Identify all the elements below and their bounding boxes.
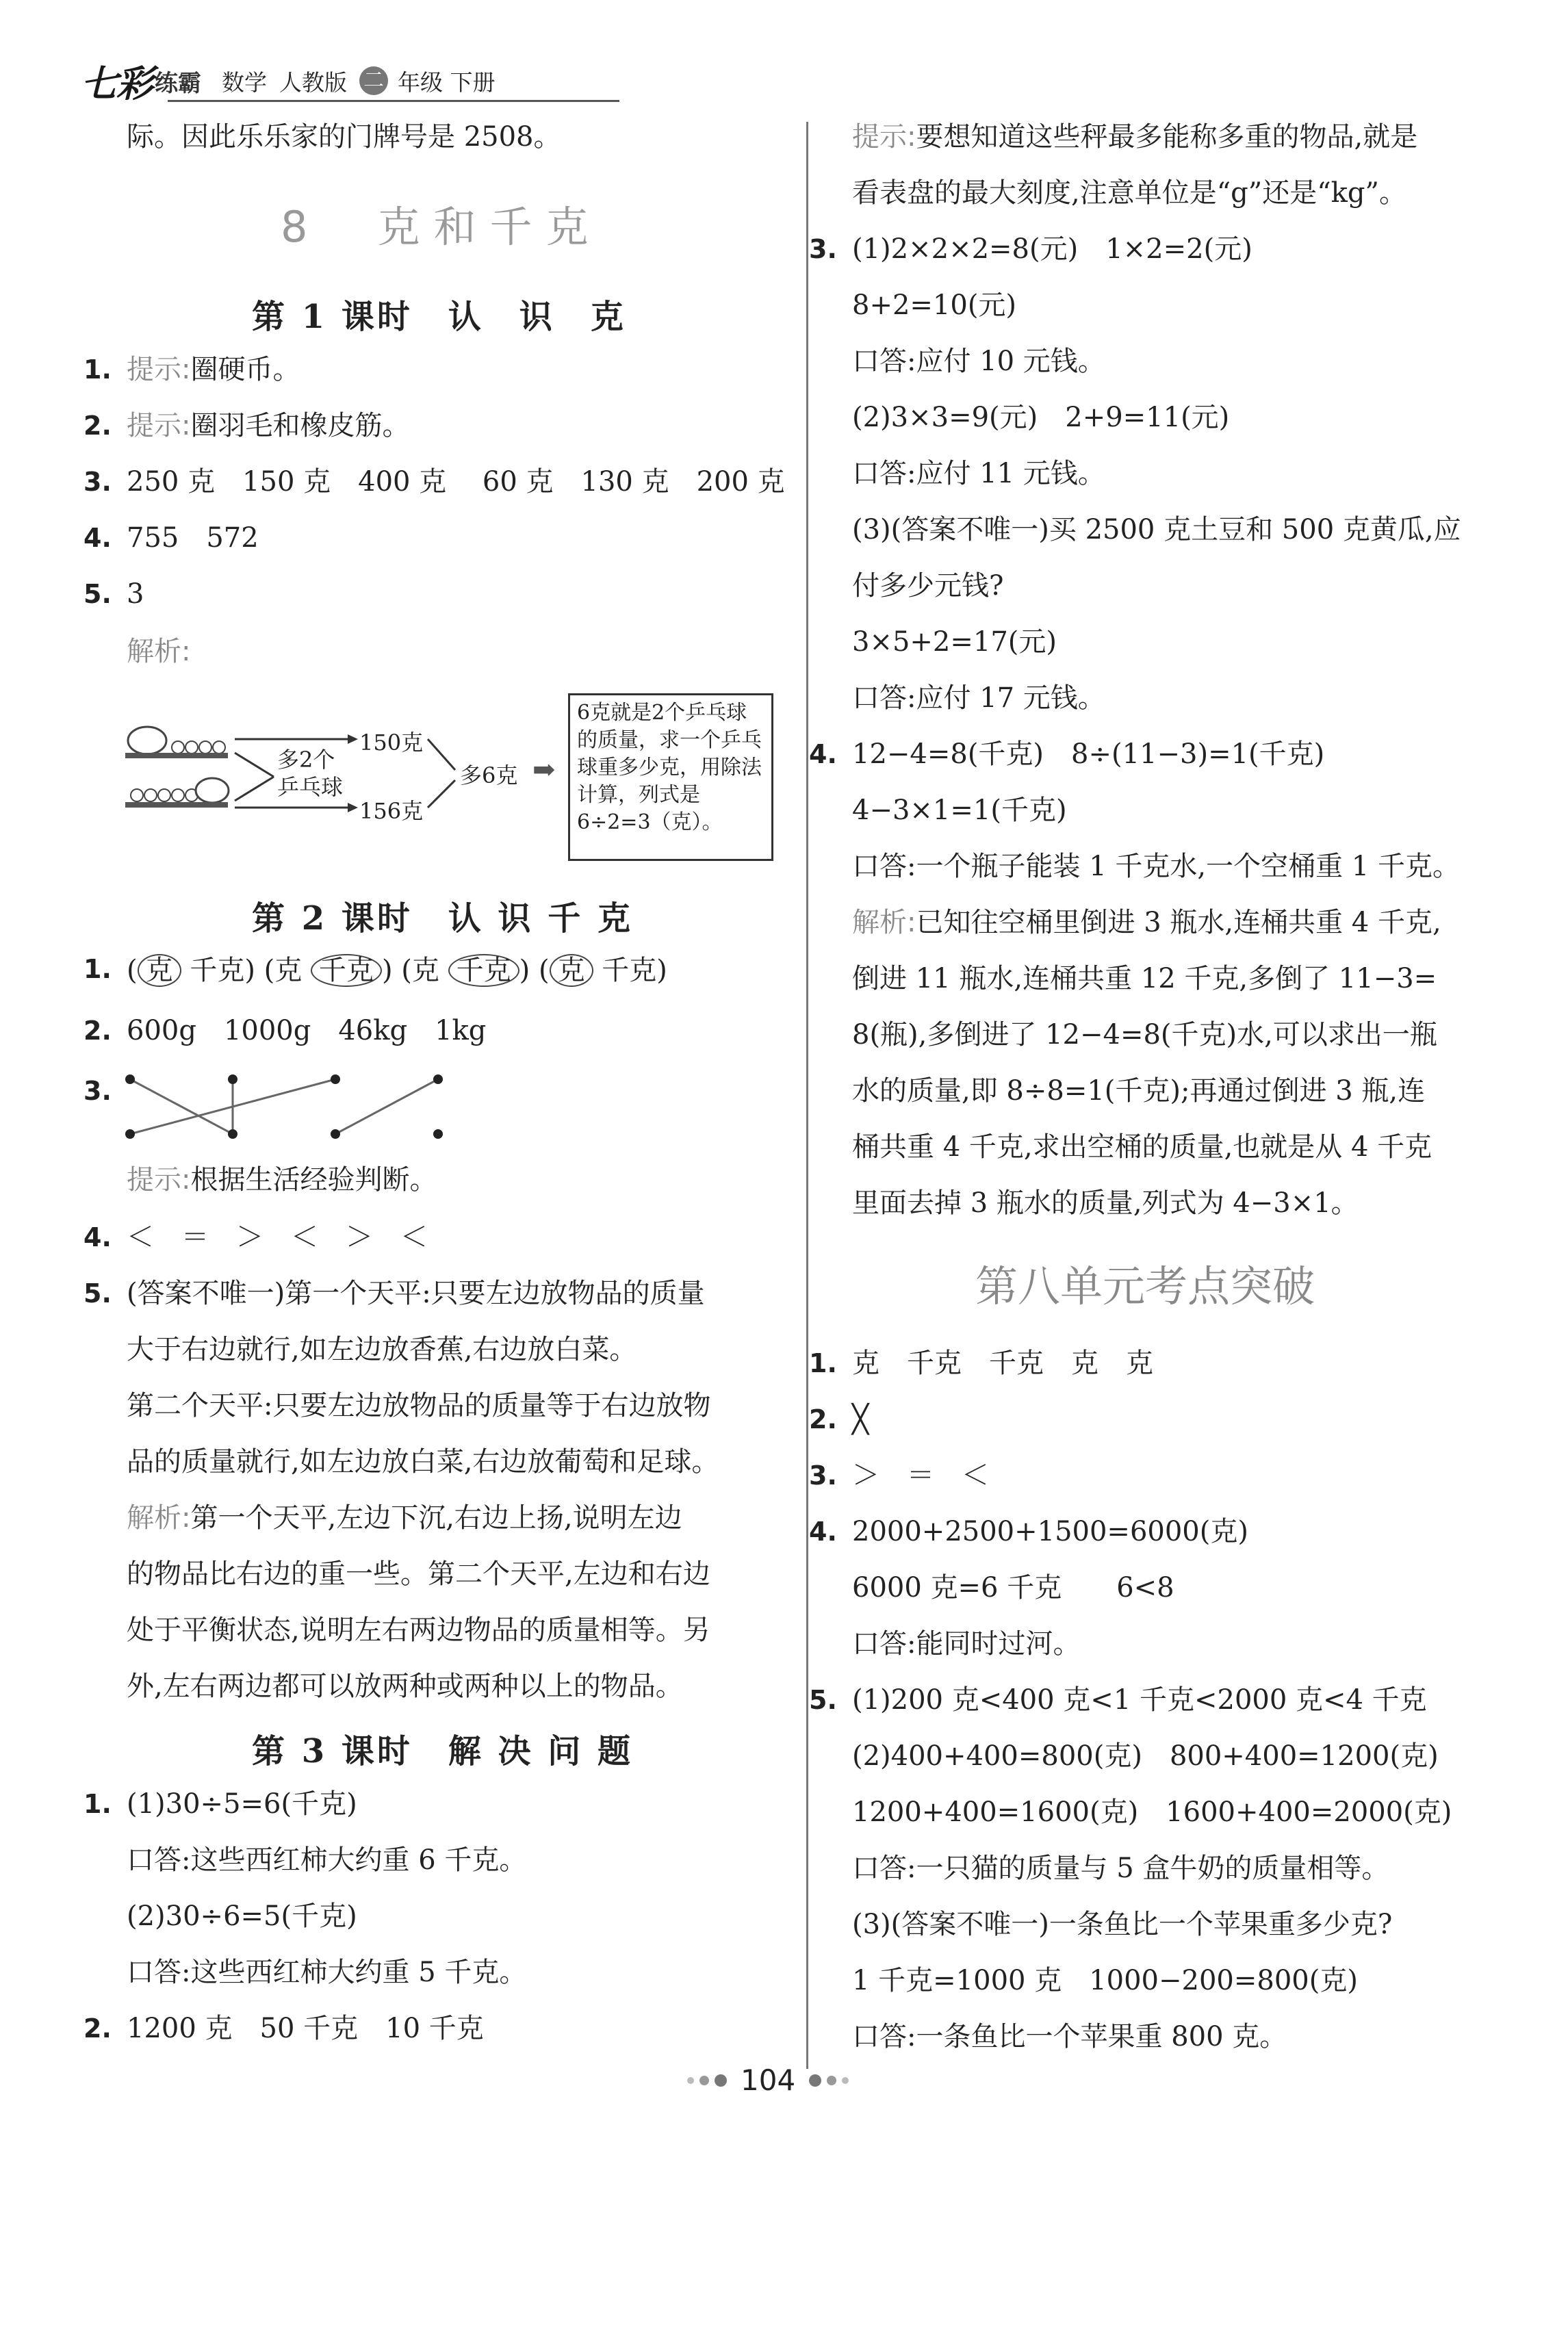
q-number: 2. xyxy=(83,1016,112,1046)
answer-text: (1)2×2×2=8(元) 1×2=2(元) xyxy=(852,233,1252,265)
answer-text: (1)200 克<400 克<1 千克<2000 克<4 千克 xyxy=(852,1684,1427,1716)
q-number: 5. xyxy=(83,1278,112,1309)
analysis-text: 里面去掉 3 瓶水的质量,列式为 4−3×1。 xyxy=(852,1187,1359,1219)
edition: 人教版 xyxy=(279,68,347,96)
page-footer xyxy=(684,2063,851,2097)
answer-text: 口答:应付 17 元钱。 xyxy=(852,682,1105,714)
dot-icon xyxy=(842,2077,849,2084)
answer-text: 755 572 xyxy=(127,522,259,554)
q-number: 1. xyxy=(83,954,112,984)
hint-label: 提示: xyxy=(127,1164,191,1196)
analysis-text: 已知往空桶里倒进 3 瓶水,连桶共重 4 千克, xyxy=(916,907,1441,938)
q-number: 3. xyxy=(83,467,112,497)
answer-text: 口答:一个瓶子能装 1 千克水,一个空桶重 1 千克。 xyxy=(852,851,1460,882)
answer-text: 圈硬币。 xyxy=(190,354,300,385)
answer-text: 1 千克=1000 克 1000−200=800(克) xyxy=(852,1965,1358,1996)
running-header xyxy=(81,60,496,105)
grade-text: 年级 下册 xyxy=(398,68,496,96)
q-number: 3. xyxy=(809,234,837,264)
answer-text: 6000 克=6 千克 6<8 xyxy=(852,1572,1174,1604)
subject: 数学 xyxy=(222,68,267,96)
answer-line xyxy=(127,408,409,443)
hint-text: 要想知道这些秤最多能称多重的物品,就是 xyxy=(916,121,1418,153)
choice: 千克 xyxy=(602,955,657,986)
answer-text: 付多少元钱? xyxy=(852,570,1004,602)
q-number: 5. xyxy=(809,1685,837,1715)
answer-text: 口答:这些西红柿大约重 5 千克。 xyxy=(127,1957,527,1988)
answer-text: (3)(答案不唯一)买 2500 克土豆和 500 克黄瓜,应 xyxy=(852,514,1461,545)
answer-text: 4−3×1=1(千克) xyxy=(852,795,1067,826)
choice: 千克 xyxy=(190,955,245,986)
analysis-text: 第一个天平,左边下沉,右边上扬,说明左边 xyxy=(190,1502,682,1534)
intro-line: 际。因此乐乐家的门牌号是 2508。 xyxy=(127,121,561,153)
answer-text: 口答:能同时过河。 xyxy=(852,1628,1081,1660)
header-rule xyxy=(168,100,619,102)
answer-text: 1200 克 50 千克 10 千克 xyxy=(127,2013,484,2044)
answer-text: 大于右边就行,如左边放香蕉,右边放白菜。 xyxy=(127,1334,637,1365)
dot-icon xyxy=(699,2076,709,2085)
arrow-line xyxy=(235,753,274,777)
arrow-line xyxy=(428,780,455,808)
q-number: 1. xyxy=(809,1348,837,1378)
scale-bottom-icon xyxy=(125,778,229,808)
hint-label: 提示: xyxy=(127,410,191,441)
choice-circled: 克 xyxy=(138,954,181,987)
answer-text: 品的质量就行,如左边放白菜,右边放葡萄和足球。 xyxy=(127,1446,719,1478)
answer-text: 圈羽毛和橡皮筋。 xyxy=(190,410,410,441)
diagram-mid-label1: 多2个 xyxy=(277,747,335,773)
analysis-text: 8(瓶),多倒进了 12−4=8(千克)水,可以求出一瓶 xyxy=(852,1019,1437,1051)
analysis-text: 水的质量,即 8÷8=1(千克);再通过倒进 3 瓶,连 xyxy=(852,1075,1426,1107)
analysis-text: 的物品比右边的重一些。第二个天平,左边和右边 xyxy=(127,1558,710,1590)
hint-line xyxy=(852,119,1417,155)
dot-icon xyxy=(715,2074,727,2087)
q-number: 5. xyxy=(83,579,112,609)
answer-text: (答案不唯一)第一个天平:只要左边放物品的质量 xyxy=(127,1278,705,1309)
q-number: 4. xyxy=(83,1222,112,1252)
answer-text: 口答:这些西红柿大约重 6 千克。 xyxy=(127,1844,527,1876)
cross-mark: ╳ xyxy=(852,1404,869,1435)
brand-logo: 七彩 xyxy=(81,62,152,105)
diagram-result: 多6克 xyxy=(460,762,518,788)
answer-text: 口答:应付 11 元钱。 xyxy=(852,458,1105,489)
q-number: 2. xyxy=(83,411,112,441)
analysis-line xyxy=(852,905,1441,940)
analysis-text: 外,左右两边都可以放两种或两种以上的物品。 xyxy=(127,1671,683,1702)
arrow-line xyxy=(235,777,274,801)
answer-text: (2)400+400=800(克) 800+400=1200(克) xyxy=(852,1740,1439,1772)
choice-circled: 千克 xyxy=(448,954,519,987)
answer-text: 1200+400=1600(克) 1600+400=2000(克) xyxy=(852,1796,1452,1828)
answer-text: 12−4=8(千克) 8÷(11−3)=1(千克) xyxy=(852,738,1325,770)
answer-text: 3 xyxy=(127,578,144,610)
answer-text: 根据生活经验判断。 xyxy=(190,1164,437,1196)
column-divider xyxy=(806,122,808,2069)
answer-text: (2)3×3=9(元) 2+9=11(元) xyxy=(852,402,1230,433)
choice-circled: 克 xyxy=(550,954,593,987)
analysis-label: 解析: xyxy=(127,636,191,667)
answer-text: 第二个天平:只要左边放物品的质量等于右边放物 xyxy=(127,1390,711,1421)
analysis-text: 处于平衡状态,说明左右两边物品的质量相等。另 xyxy=(127,1614,710,1646)
diagram-upper: 150克 xyxy=(359,730,424,756)
q-number: 1. xyxy=(83,355,112,385)
unit-title: 第八单元考点突破 xyxy=(975,1261,1315,1311)
analysis-label: 解析: xyxy=(127,1502,191,1534)
diagram-lower: 156克 xyxy=(359,798,424,824)
answer-text: (3)(答案不唯一)一条鱼比一个苹果重多少克? xyxy=(852,1909,1393,1940)
hint-text: 看表盘的最大刻度,注意单位是“g”还是“kg”。 xyxy=(852,177,1406,209)
answer-text: 250 克 150 克 400 克 60 克 130 克 200 克 xyxy=(127,466,785,498)
arrow-head xyxy=(348,803,358,812)
answer-text: 600g 1000g 46kg 1kg xyxy=(127,1015,487,1046)
lesson3-title: 第 3 课时 解 决 问 题 xyxy=(252,1732,633,1770)
analysis-line xyxy=(127,1500,682,1536)
analysis-text: 桶共重 4 千克,求出空桶的质量,也就是从 4 千克 xyxy=(852,1131,1432,1163)
choice-circled: 千克 xyxy=(311,954,382,987)
answer-text: 克 千克 千克 克 克 xyxy=(852,1348,1153,1379)
grade-badge: 二 xyxy=(359,66,388,95)
arrow-head xyxy=(348,734,358,744)
q-number: 4. xyxy=(809,739,837,769)
answer-text: 8+2=10(元) xyxy=(852,289,1017,321)
answer-text: 口答:一只猫的质量与 5 盒牛奶的质量相等。 xyxy=(852,1853,1389,1884)
page-number: 104 xyxy=(741,2063,796,2097)
answer-text: (1)30÷5=6(千克) xyxy=(127,1788,357,1820)
brand-sub: 练霸 xyxy=(155,69,201,97)
analysis-label: 解析: xyxy=(852,907,916,938)
arrow-line xyxy=(428,739,455,770)
circle-choices: ( 克 千克) (克 千克 ) (克 千克 ) ( 克 千克) xyxy=(127,955,667,986)
answer-line xyxy=(127,1162,437,1198)
matching-lines xyxy=(123,1069,465,1144)
answer-text: ＞ ＝ ＜ xyxy=(852,1460,989,1491)
answer-text: 2000+2500+1500=6000(克) xyxy=(852,1516,1248,1547)
diagram-explanation-box: 6克就是2个乒乓球的质量，求一个乒乓球重多少克，用除法计算，列式是6÷2=3（克）。 xyxy=(568,693,773,861)
q-number: 1. xyxy=(83,1789,112,1819)
hint-label: 提示: xyxy=(127,354,191,385)
answer-text: ＜ ＝ ＞ ＜ ＞ ＜ xyxy=(127,1222,428,1253)
section-title: 8 克和千克 xyxy=(281,202,602,252)
q-number: 2. xyxy=(809,1404,837,1434)
right-arrow-icon: ➡ xyxy=(532,754,556,786)
dot-icon xyxy=(809,2074,821,2087)
lesson2-title: 第 2 课时 认 识 千 克 xyxy=(252,899,633,938)
lesson1-title: 第 1 课时 认 识 克 xyxy=(252,298,626,336)
q-number: 3. xyxy=(809,1460,837,1491)
answer-text: 口答:应付 10 元钱。 xyxy=(852,346,1105,377)
choice: 克 xyxy=(411,955,439,986)
dot-icon xyxy=(687,2077,694,2084)
q-number: 2. xyxy=(83,2013,112,2044)
q-number: 3. xyxy=(83,1076,112,1106)
analysis-text: 倒进 11 瓶水,连桶共重 12 千克,多倒了 11−3= xyxy=(852,963,1437,994)
q-number: 4. xyxy=(83,523,112,553)
dot-icon xyxy=(827,2076,836,2085)
q-number: 4. xyxy=(809,1517,837,1547)
choice: 克 xyxy=(274,955,303,986)
diagram-mid-label2: 乒乓球 xyxy=(277,774,344,800)
answer-text: 口答:一条鱼比一个苹果重 800 克。 xyxy=(852,2021,1287,2052)
scale-top-icon xyxy=(125,727,228,758)
answer-text: (2)30÷6=5(千克) xyxy=(127,1901,357,1932)
answer-line xyxy=(127,352,300,387)
answer-text: 3×5+2=17(元) xyxy=(852,626,1057,658)
hint-label: 提示: xyxy=(852,121,916,153)
